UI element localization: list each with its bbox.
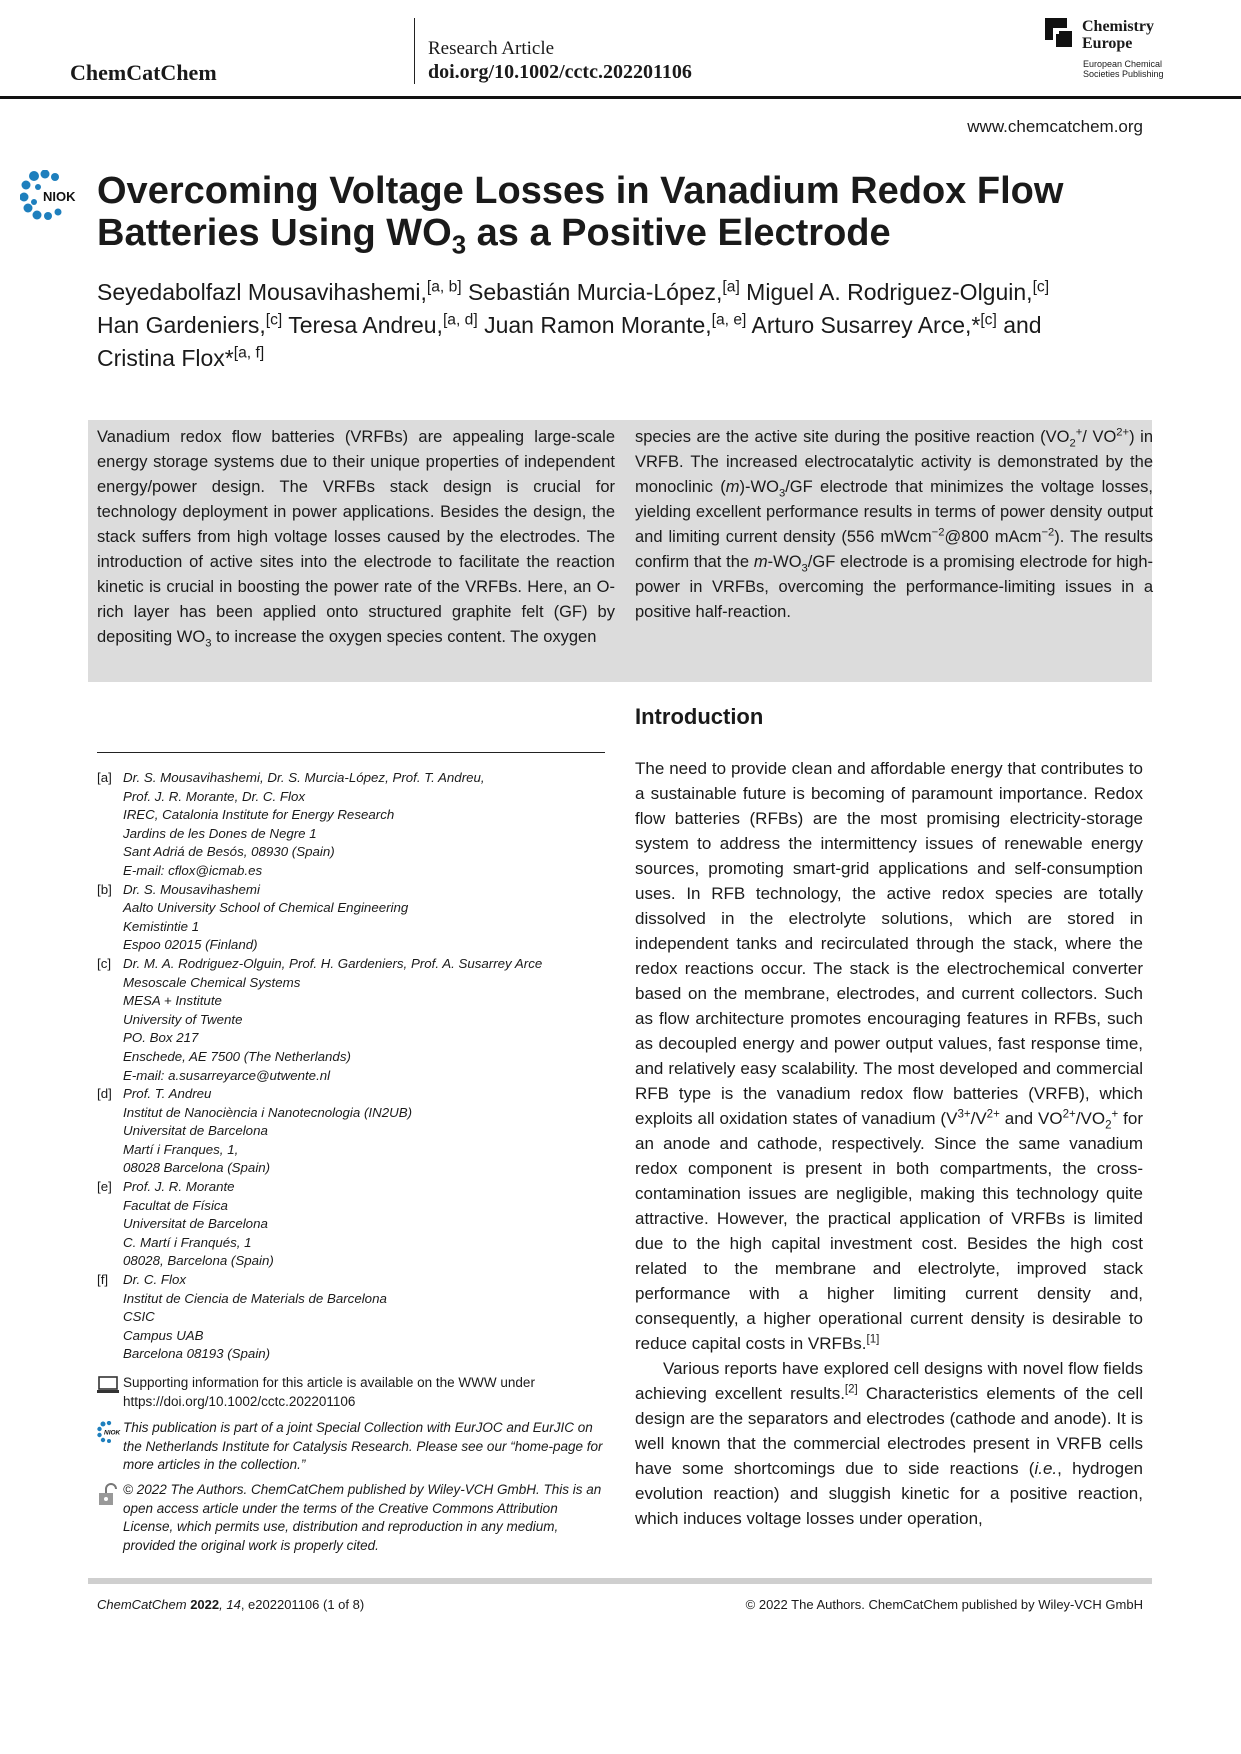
abstract-subscript: 2 bbox=[1069, 437, 1076, 450]
affiliation-line: Jardins de les Dones de Negre 1 bbox=[123, 825, 317, 841]
footer-volume: , 14 bbox=[219, 1597, 241, 1612]
para-text: Characteristics elements of the cell design are the separators and electrodes (cathode and anode). It is well known that the commercial electrodes present in VRFB cells have some shortcomings due to side reactions ( bbox=[635, 1384, 1143, 1478]
author-affil: [c] bbox=[265, 311, 283, 329]
affiliation-line: 08028, Barcelona (Spain) bbox=[123, 1253, 274, 1269]
section-heading: Introduction bbox=[635, 704, 764, 729]
abstract-text: species are the active site during the positive reaction (VO bbox=[635, 428, 1070, 446]
supporting-info-note bbox=[97, 1374, 607, 1411]
author: Seyedabolfazl Mousavihashemi, bbox=[97, 279, 427, 305]
affiliation-line: Aalto University School of Chemical Engineering bbox=[123, 900, 409, 916]
affiliation-line: Sant Adriá de Besós, 08930 (Spain) bbox=[123, 844, 335, 860]
affiliation-line: IREC, Catalonia Institute for Energy Research bbox=[123, 807, 395, 823]
affiliation-rule bbox=[97, 752, 605, 753]
abstract-text: / VO bbox=[1082, 428, 1117, 446]
affiliation-key: [a] bbox=[97, 770, 112, 785]
abstract-superscript: −2 bbox=[931, 526, 945, 539]
website-link[interactable]: www.chemcatchem.org bbox=[967, 117, 1143, 136]
affiliation-line: Dr. S. Mousavihashemi, Dr. S. Murcia-López, Prof. T. Andreu, bbox=[123, 770, 485, 785]
para-text: /VO bbox=[1075, 1109, 1106, 1128]
author-affil: [c] bbox=[1032, 278, 1050, 296]
footer-citation bbox=[97, 1597, 364, 1612]
affiliation-line: MESA + Institute bbox=[123, 993, 222, 1009]
superscript: 3+ bbox=[957, 1108, 971, 1121]
niok-small-icon bbox=[97, 1421, 121, 1443]
author-affil: [a, f] bbox=[233, 344, 265, 362]
article-type: Research Article bbox=[428, 38, 555, 59]
italic-text: i.e. bbox=[1034, 1459, 1058, 1478]
affiliation-line: Dr. C. Flox bbox=[123, 1272, 187, 1288]
superscript: 2+ bbox=[986, 1108, 1000, 1121]
abstract-subscript: 3 bbox=[801, 562, 808, 575]
introduction-body bbox=[635, 756, 1143, 1531]
affiliation-body bbox=[123, 1271, 387, 1364]
header-rule bbox=[0, 96, 1241, 99]
affiliation-body bbox=[123, 1085, 412, 1178]
affiliation-line: Campus UAB bbox=[123, 1327, 204, 1343]
paragraph bbox=[635, 756, 1143, 1356]
para-text: The need to provide clean and affordable energy that contributes to a sustainable future is becoming of paramount importance. Redox flow batteries (RFBs) are the most promising electricity-storage system to address the intermittency issues of renewable energy sources, promoting smart-grid applications and self-consumption uses. In RFB technology, the active redox species are totally dissolved in the electrolyte solutions, which are stored in independent tanks and recirculated through the stack, where the redox reactions occur. The stack is the electrochemical converter based on the membrane, electrodes, and current collectors. Such as flow architecture promotes encouraging features in RFBs, such as decoupled energy and power output values, fast response time, and relatively easy scalability. The most developed and commercial RFB type is the vanadium redox flow batteries (VRFB), which exploits all oxidation states of vanadium (V bbox=[635, 759, 1143, 1128]
footer-copyright: © 2022 The Authors. ChemCatChem published by Wiley-VCH GmbH bbox=[745, 1597, 1143, 1612]
affiliation-item bbox=[97, 955, 607, 1085]
para-text: for an anode and cathode, respectively. Since the same vanadium redox component is present in both compartments, the cross-contamination issues are negligible, making this technology quite attractive. However, the practical application of VRFBs is limited due to the high capital investment cost. Besides the high cost related to the membrane and electrolyte, improved stack performance with a higher limiting current density and, consequently, a higher operational current density is desirable to reduce capital costs in VRFBs. bbox=[635, 1109, 1144, 1353]
affiliation-line: Mesoscale Chemical Systems bbox=[123, 974, 301, 990]
author: Juan Ramon Morante, bbox=[477, 312, 712, 338]
para-text: and VO bbox=[999, 1109, 1063, 1128]
para-text: /V bbox=[970, 1109, 987, 1128]
abstract-superscript: −2 bbox=[1041, 526, 1055, 539]
abstract-text: ) in VRFB. The increased electrocatalytic activity is demonstrated by the monoclinic ( bbox=[635, 428, 1153, 496]
abstract-text: ). The results confirm that the bbox=[635, 528, 1154, 571]
publisher-name-line1: Chemistry bbox=[1082, 18, 1154, 35]
title-line1: Overcoming Voltage Losses in Vanadium Redox Flow bbox=[97, 170, 1064, 212]
abstract-superscript: + bbox=[1075, 426, 1083, 439]
publisher-sub-line1: European Chemical bbox=[1083, 59, 1163, 69]
author-conjunction: and bbox=[996, 312, 1042, 338]
affiliation-line: Martí i Franques, 1, bbox=[123, 1141, 239, 1157]
affiliation-line: Dr. S. Mousavihashemi bbox=[123, 881, 260, 897]
niok-small-text: NIOK bbox=[104, 1429, 121, 1437]
affiliation-line[interactable]: E-mail: a.susarreyarce@utwente.nl bbox=[123, 1067, 331, 1083]
title-text: as a Positive Electrode bbox=[466, 212, 891, 254]
publisher-sub-line2: Societies Publishing bbox=[1083, 69, 1164, 79]
author-line1 bbox=[97, 276, 1157, 309]
author-affil: [a, e] bbox=[711, 311, 747, 329]
author: Teresa Andreu, bbox=[282, 312, 443, 338]
supporting-info-icon bbox=[97, 1376, 119, 1396]
reference-link[interactable]: [2] bbox=[844, 1383, 858, 1396]
author-affil: [a, b] bbox=[426, 278, 462, 296]
author-line3 bbox=[97, 342, 1157, 375]
affiliation-line: Prof. J. R. Morante bbox=[123, 1179, 235, 1195]
publisher-subtitle bbox=[1083, 59, 1164, 79]
supporting-info-text[interactable]: Supporting information for this article is available on the WWW under https://doi.org/10.1002/cctc.202201106 bbox=[123, 1375, 535, 1409]
superscript: 2+ bbox=[1062, 1108, 1076, 1121]
abstract-text: @800 mAcm bbox=[944, 528, 1042, 546]
abstract-subscript: 3 bbox=[778, 487, 786, 500]
affiliation-item bbox=[97, 1178, 607, 1271]
affiliation-line: Dr. M. A. Rodriguez-Olguin, Prof. H. Gardeniers, Prof. A. Susarrey Arce bbox=[123, 955, 543, 971]
author-line2 bbox=[97, 309, 1157, 342]
para-text: , hydrogen evolution reaction) and sluggish kinetic for a positive reaction, which induces voltage losses under operation, bbox=[635, 1459, 1143, 1528]
publisher-logo-text bbox=[1082, 18, 1154, 52]
affiliation-item bbox=[97, 881, 607, 955]
chemistry-europe-logo-icon bbox=[1045, 18, 1075, 50]
subscript: 2 bbox=[1105, 1119, 1112, 1132]
abstract-right-column bbox=[635, 425, 1153, 625]
author-affil: [a, d] bbox=[442, 311, 478, 329]
author-affil: [c] bbox=[980, 311, 997, 329]
open-access-text: © 2022 The Authors. ChemCatChem published by Wiley-VCH GmbH. This is an open access article under the terms of the Creative Commons Attribution License, which permits use, distribution and reproduction in any medium, provided the original work is properly cited. bbox=[123, 1482, 602, 1553]
open-access-icon bbox=[97, 1483, 119, 1507]
niok-logo-text: NIOK bbox=[43, 189, 76, 204]
author: Han Gardeniers, bbox=[97, 312, 266, 338]
affiliation-item bbox=[97, 1085, 607, 1178]
journal-name: ChemCatChem bbox=[70, 60, 217, 85]
abstract-text: /GF electrode is a promising electrode for high-power in VRFBs, overcoming the performance-limiting issues in a positive half-reaction. bbox=[635, 553, 1153, 621]
reference-link[interactable]: [1] bbox=[866, 1333, 880, 1346]
title-line2 bbox=[97, 212, 1097, 260]
affiliation-line: Institut de Ciencia de Materials de Barcelona bbox=[123, 1290, 387, 1306]
abstract-text: -WO bbox=[767, 553, 802, 571]
author: Cristina Flox* bbox=[97, 345, 234, 371]
title-text: Batteries Using WO bbox=[97, 212, 452, 254]
affiliation-key: [e] bbox=[97, 1179, 112, 1195]
abstract-text: )-WO bbox=[739, 478, 779, 496]
affiliation-line: Prof. J. R. Morante, Dr. C. Flox bbox=[123, 788, 306, 804]
author: Arturo Susarrey Arce,* bbox=[746, 312, 981, 338]
affiliation-line: Enschede, AE 7500 (The Netherlands) bbox=[123, 1048, 351, 1064]
affiliation-body bbox=[123, 881, 408, 955]
abstract-superscript: 2+ bbox=[1116, 426, 1130, 439]
affiliation-item bbox=[97, 769, 607, 881]
author-affil: [a] bbox=[722, 278, 740, 296]
collection-text: This publication is part of a joint Special Collection with EurJOC and EurJIC on the Netherlands Institute for Catalysis Research. Please see our “home-page for more articles in the collection.” bbox=[123, 1420, 603, 1473]
affiliation-line[interactable]: E-mail: cflox@icmab.es bbox=[123, 862, 263, 878]
affiliation-line: PO. Box 217 bbox=[123, 1030, 199, 1046]
abstract-text: Vanadium redox flow batteries (VRFBs) are appealing large-scale energy storage systems due to their unique properties of independent energy/power design. The VRFBs stack design is crucial for technology deployment in power applications. Besides the design, the stack suffers from high voltage losses caused by the electrodes. The introduction of active sites into the electrode to facilitate the reaction kinetic is crucial in boosting the power rate of the VRFBs. Here, an O-rich layer has been applied onto structured graphite felt (GF) by depositing WO bbox=[97, 428, 615, 646]
superscript: + bbox=[1111, 1108, 1119, 1121]
abstract-subscript: 3 bbox=[205, 637, 212, 650]
abstract-text: to increase the oxygen species content. The oxygen bbox=[211, 628, 597, 646]
open-access-note bbox=[97, 1481, 607, 1555]
affiliation-line: Universitat de Barcelona bbox=[123, 1123, 268, 1139]
affiliation-body bbox=[123, 769, 485, 881]
affiliation-line: University of Twente bbox=[123, 1011, 243, 1027]
affiliation-line: Espoo 02015 (Finland) bbox=[123, 937, 258, 953]
affiliation-line: Institut de Nanociència i Nanotecnologia (IN2UB) bbox=[123, 1104, 412, 1120]
author-list bbox=[97, 276, 1157, 375]
affiliation-key: [f] bbox=[97, 1272, 109, 1288]
affiliation-line: Universitat de Barcelona bbox=[123, 1216, 268, 1232]
affiliation-line: 08028 Barcelona (Spain) bbox=[123, 1160, 271, 1176]
abstract-italic: m bbox=[753, 553, 768, 571]
author: Miguel A. Rodriguez-Olguin, bbox=[739, 279, 1033, 305]
affiliation-key: [d] bbox=[97, 1086, 112, 1102]
abstract-text: /GF electrode that minimizes the voltage losses, yielding excellent performance results in terms of power density output and limiting current density (556 mWcm bbox=[635, 478, 1153, 546]
affiliation-key: [b] bbox=[97, 881, 112, 897]
doi-link[interactable]: doi.org/10.1002/cctc.202201106 bbox=[428, 61, 692, 83]
collection-note bbox=[97, 1419, 607, 1475]
footer-year: 2022 bbox=[186, 1597, 220, 1612]
title-subscript: 3 bbox=[451, 231, 467, 260]
paragraph bbox=[635, 1356, 1143, 1531]
affiliation-line: Barcelona 08193 (Spain) bbox=[123, 1346, 271, 1362]
para-text: Various reports have explored cell designs with novel flow fields achieving excellent results. bbox=[635, 1359, 1143, 1403]
affiliation-line: C. Martí i Franqués, 1 bbox=[123, 1234, 252, 1250]
affiliation-line: Facultat de Física bbox=[123, 1197, 228, 1213]
affiliation-body bbox=[123, 955, 542, 1085]
footer-article-id: , e202201106 (1 of 8) bbox=[240, 1597, 365, 1612]
affiliation-line: CSIC bbox=[123, 1309, 155, 1325]
affiliation-line: Prof. T. Andreu bbox=[123, 1086, 212, 1102]
article-title bbox=[97, 170, 1097, 260]
niok-logo-icon bbox=[20, 170, 82, 220]
abstract-left-column bbox=[97, 425, 615, 650]
author: Sebastián Murcia-López, bbox=[461, 279, 723, 305]
affiliation-line: Kemistintie 1 bbox=[123, 918, 200, 934]
affiliation-key: [c] bbox=[97, 955, 112, 971]
affiliation-body bbox=[123, 1178, 274, 1271]
affiliation-list bbox=[97, 769, 607, 1364]
footer-bar bbox=[88, 1578, 1152, 1584]
affiliation-item bbox=[97, 1271, 607, 1364]
publisher-name-line2: Europe bbox=[1082, 35, 1133, 52]
abstract-italic: m bbox=[725, 478, 740, 496]
footer-journal: ChemCatChem bbox=[97, 1597, 187, 1612]
header-divider bbox=[414, 18, 415, 84]
